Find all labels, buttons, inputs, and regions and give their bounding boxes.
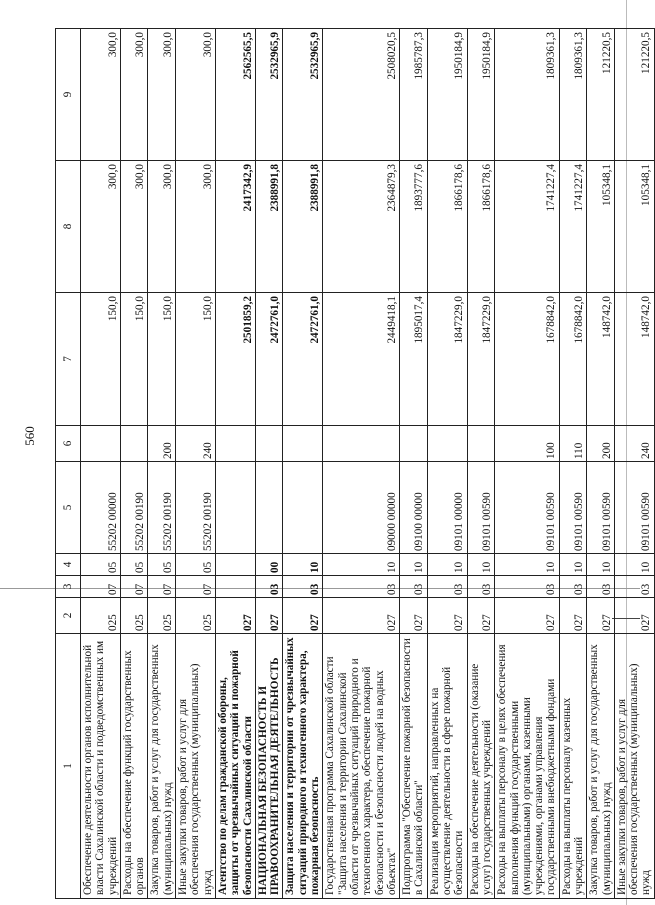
- column-header: 1: [56, 634, 81, 899]
- subsection-code: 10: [614, 554, 654, 576]
- expense-type-code: [120, 426, 148, 462]
- column-header: 9: [56, 29, 81, 161]
- row-name: Агентство по делам гражданской обороны, защиты от чрезвычайных ситуаций и пожарной безопасности Сахалинской области: [215, 634, 255, 899]
- row-name: Расходы на обеспечение функций государственных органов: [120, 634, 148, 899]
- budget-table: [55, 28, 655, 899]
- section-code: 03: [255, 576, 283, 598]
- target-code: 09101 00590: [559, 462, 587, 554]
- section-code: 03: [323, 576, 400, 598]
- subsection-code: [215, 554, 255, 576]
- column-header: 7: [56, 293, 81, 426]
- amount-year-2: 300,0: [176, 161, 216, 293]
- target-code: 55202 00000: [81, 462, 121, 554]
- table-row: [81, 29, 121, 899]
- table-row: [614, 29, 654, 899]
- expense-type-code: [255, 426, 283, 462]
- expense-type-code: 240: [176, 426, 216, 462]
- amount-year-1: 1847229,0: [467, 293, 495, 426]
- subsection-code: 10: [400, 554, 428, 576]
- expense-type-code: [427, 426, 467, 462]
- rotated-page: [55, 29, 653, 899]
- column-header: 4: [56, 554, 81, 576]
- admin-code: 025: [176, 598, 216, 634]
- row-name: НАЦИОНАЛЬНАЯ БЕЗОПАСНОСТЬ И ПРАВООХРАНИТЕЛЬНАЯ ДЕЯТЕЛЬНОСТЬ: [255, 634, 283, 899]
- amount-year-2: 105348,1: [587, 161, 615, 293]
- target-code: 09100 00000: [400, 462, 428, 554]
- admin-code: 027: [323, 598, 400, 634]
- admin-code: 025: [81, 598, 121, 634]
- amount-year-3: 300,0: [176, 29, 216, 161]
- table-row: [559, 29, 587, 899]
- table-row: [323, 29, 400, 899]
- amount-year-1: 150,0: [81, 293, 121, 426]
- table-row: [148, 29, 176, 899]
- expense-type-code: [400, 426, 428, 462]
- section-code: 03: [587, 576, 615, 598]
- table-row: [467, 29, 495, 899]
- amount-year-3: 300,0: [120, 29, 148, 161]
- amount-year-2: 2388991,8: [255, 161, 283, 293]
- row-name: Реализация мероприятий, направленных на осуществление деятельности в сфере пожарной безопасности: [427, 634, 467, 899]
- amount-year-3: 1809361,3: [495, 29, 559, 161]
- amount-year-3: 2532965,9: [283, 29, 323, 161]
- amount-year-1: 2501859,2: [215, 293, 255, 426]
- target-code: [283, 462, 323, 554]
- amount-year-3: 1809361,3: [559, 29, 587, 161]
- amount-year-3: 121220,5: [587, 29, 615, 161]
- column-header: 3: [56, 576, 81, 598]
- subsection-code: 10: [587, 554, 615, 576]
- expense-type-code: 240: [614, 426, 654, 462]
- amount-year-2: 300,0: [81, 161, 121, 293]
- amount-year-1: 150,0: [176, 293, 216, 426]
- table-header-row: [56, 29, 81, 899]
- target-code: [215, 462, 255, 554]
- amount-year-2: 1866178,6: [467, 161, 495, 293]
- amount-year-2: 1866178,6: [427, 161, 467, 293]
- subsection-code: 05: [120, 554, 148, 576]
- subsection-code: 10: [283, 554, 323, 576]
- amount-year-1: 2449418,1: [323, 293, 400, 426]
- amount-year-2: 300,0: [148, 161, 176, 293]
- table-row: [120, 29, 148, 899]
- section-code: 03: [614, 576, 654, 598]
- admin-code: 027: [587, 598, 615, 634]
- subsection-code: 10: [495, 554, 559, 576]
- row-name: Иные закупки товаров, работ и услуг для обеспечения государственных (муниципальных) нужд: [176, 634, 216, 899]
- table-row: [400, 29, 428, 899]
- row-name: Иные закупки товаров, работ и услуг для обеспечения государственных (муниципальных) нужд: [614, 634, 654, 899]
- section-code: 07: [148, 576, 176, 598]
- target-code: 55202 00190: [148, 462, 176, 554]
- admin-code: 027: [495, 598, 559, 634]
- amount-year-2: 1741227,4: [495, 161, 559, 293]
- amount-year-3: 121220,5: [614, 29, 654, 161]
- target-code: 09101 00000: [427, 462, 467, 554]
- row-name: Расходы на обеспечение деятельности (оказание услуг) государственных учреждений: [467, 634, 495, 899]
- amount-year-2: 1893777,6: [400, 161, 428, 293]
- amount-year-2: 2388991,8: [283, 161, 323, 293]
- section-code: 07: [120, 576, 148, 598]
- expense-type-code: 100: [495, 426, 559, 462]
- table-row: [176, 29, 216, 899]
- row-name: Государственная программа Сахалинской области "Защита населения и территории Сахалинской области от чрезвычайных ситуаций природного и техногенного характера, обеспечение пожарной безопасности и безопасности людей на водных объектах": [323, 634, 400, 899]
- row-name: Расходы на выплаты персоналу в целях обеспечения выполнения функций государственными (муниципальными) органами, казенными учреждениями, органами управления государственными внебюджетными фондами: [495, 634, 559, 899]
- column-header: 8: [56, 161, 81, 293]
- subsection-code: 10: [559, 554, 587, 576]
- amount-year-1: 150,0: [148, 293, 176, 426]
- amount-year-1: 1895017,4: [400, 293, 428, 426]
- amount-year-2: 1741227,4: [559, 161, 587, 293]
- table-row: [495, 29, 559, 899]
- admin-code: 027: [559, 598, 587, 634]
- table-row: [427, 29, 467, 899]
- section-code: 03: [467, 576, 495, 598]
- admin-code: 027: [400, 598, 428, 634]
- row-name: Обеспечение деятельности органов исполнительной власти Сахалинской области и подведомственных им учреждений: [81, 634, 121, 899]
- section-code: 03: [400, 576, 428, 598]
- target-code: 09101 00590: [614, 462, 654, 554]
- amount-year-2: 2417342,9: [215, 161, 255, 293]
- expense-type-code: [467, 426, 495, 462]
- target-code: 55202 00190: [120, 462, 148, 554]
- admin-code: 027: [467, 598, 495, 634]
- row-name: Подпрограмма "Обеспечение пожарной безопасности в Сахалинской области": [400, 634, 428, 899]
- expense-type-code: [283, 426, 323, 462]
- table-row: [587, 29, 615, 899]
- admin-code: 027: [614, 598, 654, 634]
- section-code: 07: [81, 576, 121, 598]
- amount-year-3: 2508020,5: [323, 29, 400, 161]
- amount-year-1: 1847229,0: [427, 293, 467, 426]
- target-code: 09000 00000: [323, 462, 400, 554]
- target-code: [255, 462, 283, 554]
- amount-year-3: 300,0: [148, 29, 176, 161]
- admin-code: 027: [215, 598, 255, 634]
- section-code: [215, 576, 255, 598]
- amount-year-2: 105348,1: [614, 161, 654, 293]
- subsection-code: 05: [81, 554, 121, 576]
- admin-code: 025: [120, 598, 148, 634]
- expense-type-code: 200: [148, 426, 176, 462]
- section-code: 03: [427, 576, 467, 598]
- subsection-code: 10: [427, 554, 467, 576]
- column-header: 2: [56, 598, 81, 634]
- admin-code: 027: [255, 598, 283, 634]
- amount-year-1: 148742,0: [587, 293, 615, 426]
- expense-type-code: 200: [587, 426, 615, 462]
- table-row: [255, 29, 283, 899]
- subsection-code: 10: [467, 554, 495, 576]
- table-row: [283, 29, 323, 899]
- row-name: Закупка товаров, работ и услуг для государственных (муниципальных) нужд: [587, 634, 615, 899]
- admin-code: 027: [283, 598, 323, 634]
- amount-year-2: 300,0: [120, 161, 148, 293]
- target-code: 09101 00590: [587, 462, 615, 554]
- amount-year-1: 2472761,0: [255, 293, 283, 426]
- expense-type-code: [215, 426, 255, 462]
- column-header: 6: [56, 426, 81, 462]
- admin-code: 027: [427, 598, 467, 634]
- section-code: 03: [495, 576, 559, 598]
- page-number: 560: [22, 426, 37, 446]
- subsection-code: 00: [255, 554, 283, 576]
- section-code: 03: [559, 576, 587, 598]
- subsection-code: 05: [148, 554, 176, 576]
- row-name: Расходы на выплаты персоналу казенных учреждений: [559, 634, 587, 899]
- amount-year-1: 150,0: [120, 293, 148, 426]
- table-body: [81, 29, 655, 899]
- row-name: Защита населения и территории от чрезвычайных ситуаций природного и техногенного характера, пожарная безопасность: [283, 634, 323, 899]
- amount-year-1: 1678842,0: [495, 293, 559, 426]
- table-row: [215, 29, 255, 899]
- amount-year-2: 2364879,3: [323, 161, 400, 293]
- subsection-code: 05: [176, 554, 216, 576]
- target-code: 55202 00190: [176, 462, 216, 554]
- expense-type-code: [81, 426, 121, 462]
- amount-year-1: 1678842,0: [559, 293, 587, 426]
- target-code: 09101 00590: [495, 462, 559, 554]
- amount-year-3: 2532965,9: [255, 29, 283, 161]
- amount-year-3: 1950184,9: [427, 29, 467, 161]
- amount-year-1: 2472761,0: [283, 293, 323, 426]
- amount-year-3: 2562565,5: [215, 29, 255, 161]
- amount-year-1: 148742,0: [614, 293, 654, 426]
- admin-code: 025: [148, 598, 176, 634]
- section-code: 03: [283, 576, 323, 598]
- row-name: Закупка товаров, работ и услуг для государственных (муниципальных) нужд: [148, 634, 176, 899]
- amount-year-3: 1985787,3: [400, 29, 428, 161]
- amount-year-3: 300,0: [81, 29, 121, 161]
- section-code: 07: [176, 576, 216, 598]
- subsection-code: 10: [323, 554, 400, 576]
- expense-type-code: 110: [559, 426, 587, 462]
- amount-year-3: 1950184,9: [467, 29, 495, 161]
- expense-type-code: [323, 426, 400, 462]
- target-code: 09101 00590: [467, 462, 495, 554]
- column-header: 5: [56, 462, 81, 554]
